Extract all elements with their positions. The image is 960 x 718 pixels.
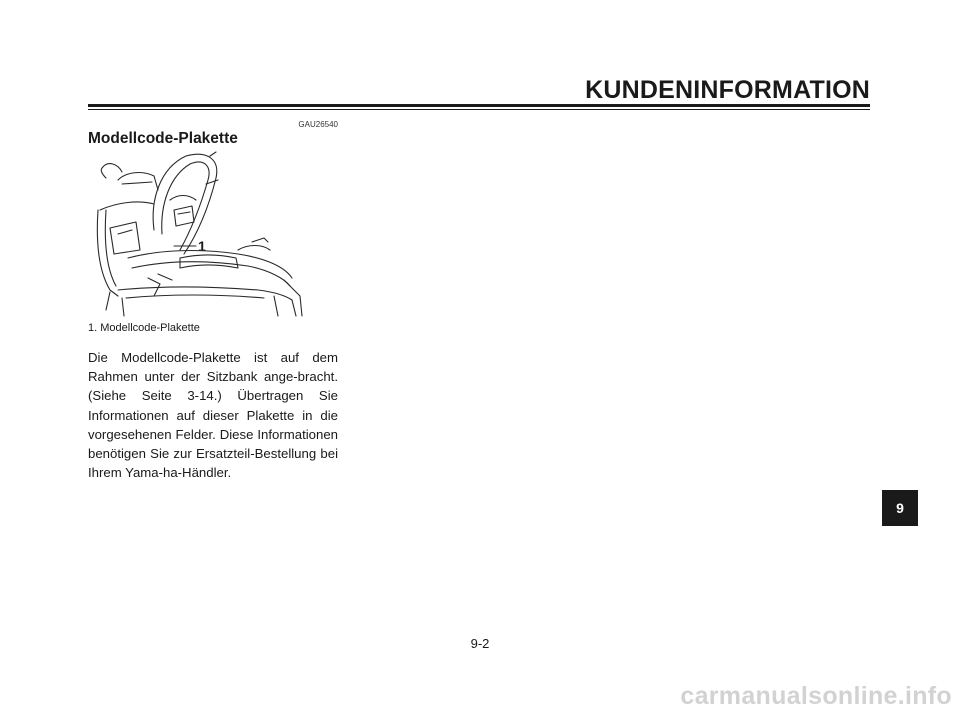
- page-header-title: KUNDENINFORMATION: [585, 76, 870, 104]
- page-number: 9-2: [470, 636, 490, 651]
- figure-caption: 1. Modellcode-Plakette: [88, 322, 200, 334]
- header-rule-thick: [88, 104, 870, 107]
- section-code: GAU26540: [298, 120, 338, 129]
- chapter-tab: 9: [882, 490, 918, 526]
- scooter-illustration: [88, 150, 308, 318]
- watermark: carmanualsonline.info: [680, 682, 952, 710]
- section-heading: Modellcode-Plakette: [88, 130, 238, 147]
- body-paragraph: Die Modellcode-Plakette ist auf dem Rahmen unter der Sitzbank ange-bracht. (Siehe Seite 3-14.) Übertragen Sie Informationen auf dieser Plakette in die vorgesehenen Felder. Diese Informationen benötigen Sie zur Ersatzteil-Bestellung bei Ihrem Yama-ha-Händler.: [88, 350, 338, 481]
- figure-callout-label: 1: [198, 238, 206, 254]
- header-rule-thin: [88, 109, 870, 110]
